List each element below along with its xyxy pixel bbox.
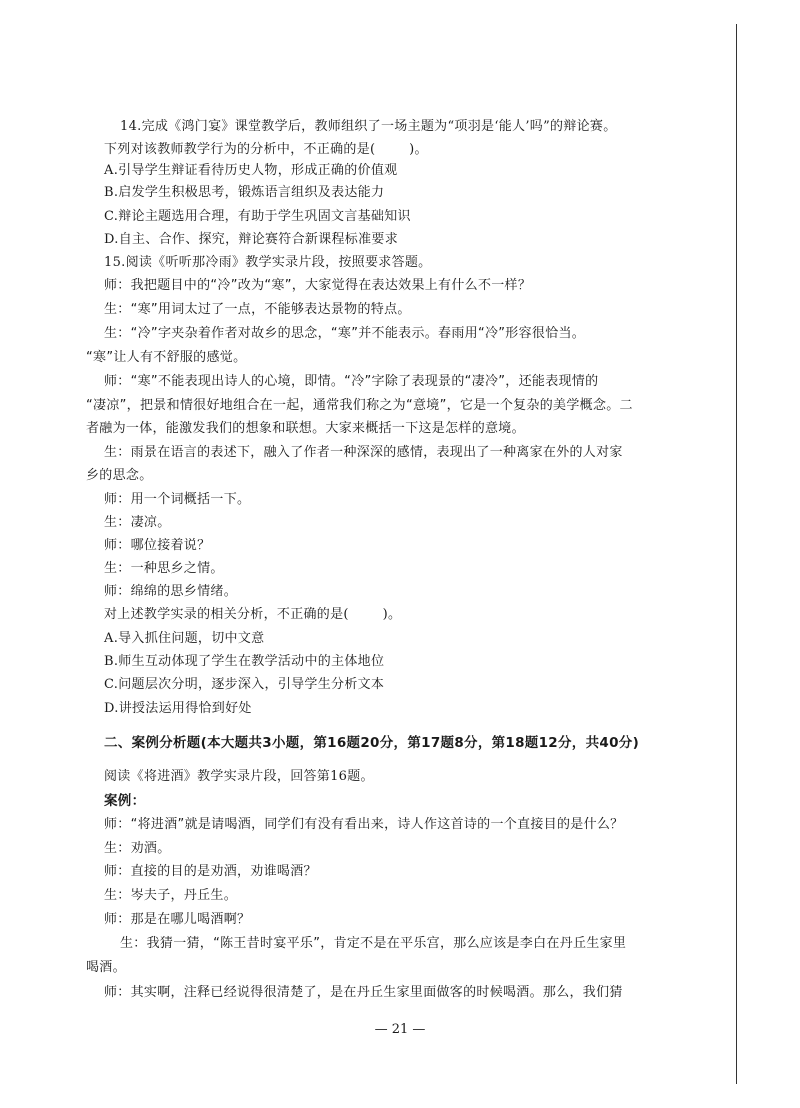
- case-dialogue-line: 生：劝酒。: [104, 841, 171, 856]
- q15-dialogue-line: 师：哪位接着说？: [104, 538, 211, 553]
- q15-dialogue-line: 师：我把题目中的“冷”改为“寒”，大家觉得在表达效果上有什么不一样？: [104, 278, 532, 293]
- page-number: — 21 —: [374, 1022, 426, 1037]
- case-dialogue-line: 生：我猜一猜，“陈王昔时宴平乐”，肯定不是在平乐宫，那么应该是李白在丹丘生家里: [120, 936, 627, 951]
- page-edge-line: [736, 24, 737, 1084]
- q15-dialogue-line: 生：雨景在语言的表述下，融入了作者一种深深的感情，表现出了一种离家在外的人对家: [104, 445, 623, 460]
- q15-dialogue-line: “寒”让人有不舒服的感觉。: [86, 350, 247, 365]
- q15-dialogue-line: 生：一种思乡之情。: [104, 561, 224, 576]
- q15-dialogue-line: 者融为一体，能激发我们的想象和联想。大家来概括一下这是怎样的意境。: [86, 421, 525, 436]
- case-dialogue-line: 生：岑夫子，丹丘生。: [104, 888, 238, 903]
- q15-option-a: A.导入抓住问题，切中文意: [104, 631, 265, 646]
- q14-option-c: C.辩论主题选用合理，有助于学生巩固文言基础知识: [104, 209, 411, 224]
- q15-option-d: D.讲授法运用得恰到好处: [104, 701, 252, 716]
- case-dialogue-line: 师：那是在哪儿喝酒啊？: [104, 912, 251, 927]
- q15-option-b: B.师生互动体现了学生在教学活动中的主体地位: [104, 654, 385, 669]
- q15-option-c: C.问题层次分明，逐步深入，引导学生分析文本: [104, 677, 385, 692]
- q15-dialogue-line: 生：“冷”字夹杂着作者对故乡的思念，“寒”并不能表示。春雨用“冷”形容很恰当。: [104, 326, 586, 341]
- q15-dialogue-line: 师：绵绵的思乡情绪。: [104, 584, 238, 599]
- q14-stem-line1: 14.完成《鸿门宴》课堂教学后，教师组织了一场主题为“项羽是‘能人’吗”的辩论赛。: [120, 119, 617, 134]
- q15-dialogue-line: “凄凉”，把景和情很好地组合在一起，通常我们称之为“意境”，它是一个复杂的美学概念。二: [86, 398, 633, 413]
- q14-option-a: A.引导学生辩证看待历史人物，形成正确的价值观: [104, 163, 398, 178]
- case-dialogue-line: 师：其实啊，注释已经说得很清楚了，是在丹丘生家里面做客的时候喝酒。那么，我们猜: [104, 985, 623, 1000]
- q15-dialogue-line: 乡的思念。: [86, 468, 153, 483]
- case-dialogue-line: 喝酒。: [86, 960, 126, 975]
- q15-dialogue-line: 生：凄凉。: [104, 515, 171, 530]
- case-dialogue-line: 师：直接的目的是劝酒，劝谁喝酒？: [104, 864, 317, 879]
- q15-dialogue-line: 生：“寒”用词太过了一点，不能够表达景物的特点。: [104, 302, 411, 317]
- case-dialogue-line: 师：“将进酒”就是请喝酒，同学们有没有看出来，诗人作这首诗的一个直接目的是什么？: [104, 817, 624, 832]
- section-2-intro: 阅读《将进酒》教学实录片段，回答第16题。: [104, 769, 374, 784]
- case-label: 案例：: [104, 793, 146, 809]
- q14-option-d: D.自主、合作、探究，辩论赛符合新课程标准要求: [104, 232, 398, 247]
- q15-dialogue-line: 师：用一个词概括一下。: [104, 492, 251, 507]
- q14-stem-line2: 下列对该教师教学行为的分析中，不正确的是( )。: [104, 142, 428, 157]
- q15-question: 对上述教学实录的相关分析，不正确的是( )。: [104, 607, 402, 622]
- section-2-title: 二、案例分析题(本大题共3小题，第16题20分，第17题8分，第18题12分，共40分): [104, 735, 640, 751]
- q14-option-b: B.启发学生积极思考，锻炼语言组织及表达能力: [104, 185, 385, 200]
- q15-stem: 15.阅读《听听那冷雨》教学实录片段，按照要求答题。: [104, 255, 432, 270]
- q15-dialogue-line: 师：“寒”不能表现出诗人的心境，即情。“冷”字除了表现景的“凄冷”，还能表现情的: [104, 374, 599, 389]
